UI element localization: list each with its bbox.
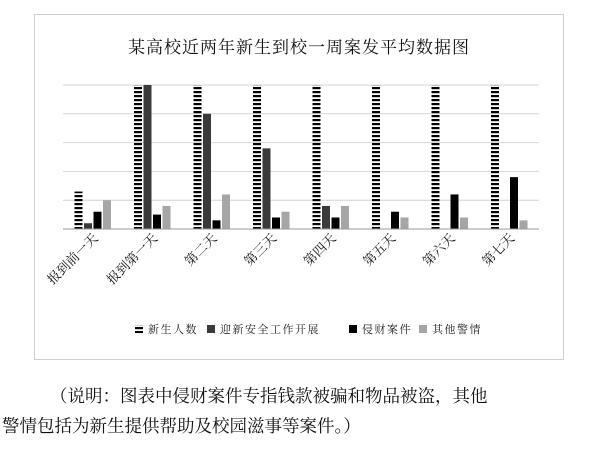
bar-s3-c1 <box>94 212 102 229</box>
bar-s3-c8 <box>510 177 518 229</box>
bar-s2-c1 <box>84 223 92 229</box>
legend-label-4: 其他警情 <box>432 323 482 336</box>
bar-s3-c4 <box>272 217 280 229</box>
x-tick-labels <box>44 231 518 288</box>
bar-s4-c8 <box>520 220 528 229</box>
x-tick-label-7: 第六天 <box>420 231 459 270</box>
note-line-2: 警情包括为新生提供帮助及校园滋事等案件。） <box>2 417 361 437</box>
bar-s1-c7 <box>432 85 440 229</box>
bar-s4-c6 <box>401 217 409 229</box>
legend-label-2: 迎新安全工作开展 <box>220 323 320 336</box>
x-tick-label-8: 第七天 <box>479 231 519 270</box>
bar-s1-c5 <box>313 85 321 229</box>
bar-s2-c4 <box>263 148 271 229</box>
bars <box>75 85 528 229</box>
bar-s4-c4 <box>282 212 290 229</box>
chart-title: 某高校近两年新生到校一周案发平均数据图 <box>128 38 470 58</box>
chart-svg <box>35 15 563 359</box>
x-tick-label-5: 第四天 <box>301 231 340 270</box>
bar-s3-c2 <box>153 215 161 229</box>
bar-s4-c1 <box>103 200 111 229</box>
bar-s4-c7 <box>460 217 468 229</box>
bar-s3-c3 <box>213 220 221 229</box>
bar-s2-c2 <box>144 85 152 229</box>
bar-s1-c2 <box>134 85 142 229</box>
bar-s1-c1 <box>75 192 83 229</box>
x-tick-label-2: 报到第一天 <box>104 231 162 288</box>
bar-s3-c6 <box>391 212 399 229</box>
legend-swatch-3 <box>349 325 357 333</box>
bar-s4-c3 <box>222 194 230 229</box>
chart-note <box>2 382 598 442</box>
legend-swatch-1 <box>135 325 143 333</box>
bar-s2-c5 <box>322 206 330 229</box>
bar-s3-c5 <box>332 217 340 229</box>
bar-s3-c7 <box>451 194 459 229</box>
bar-s1-c8 <box>491 85 499 229</box>
bar-s4-c2 <box>163 206 171 229</box>
x-tick-label-1: 报到前一天 <box>44 231 102 288</box>
chart-frame <box>34 14 564 360</box>
legend-swatch-2 <box>207 325 215 333</box>
legend <box>135 322 482 336</box>
note-line-1: （说明：图表中侵财案件专指钱款被骗和物品被盗，其他 <box>50 387 488 407</box>
x-tick-label-3: 第二天 <box>182 231 221 270</box>
x-tick-label-4: 第三天 <box>241 231 281 270</box>
bar-s1-c4 <box>253 85 261 229</box>
legend-label-3: 侵财案件 <box>362 323 412 336</box>
bar-s1-c6 <box>372 85 380 229</box>
legend-swatch-4 <box>419 325 427 333</box>
bar-s4-c5 <box>341 206 349 229</box>
x-tick-label-6: 第五天 <box>360 231 400 270</box>
bar-s1-c3 <box>194 85 202 229</box>
bar-s2-c3 <box>203 114 211 229</box>
legend-label-1: 新生人数 <box>148 323 198 336</box>
